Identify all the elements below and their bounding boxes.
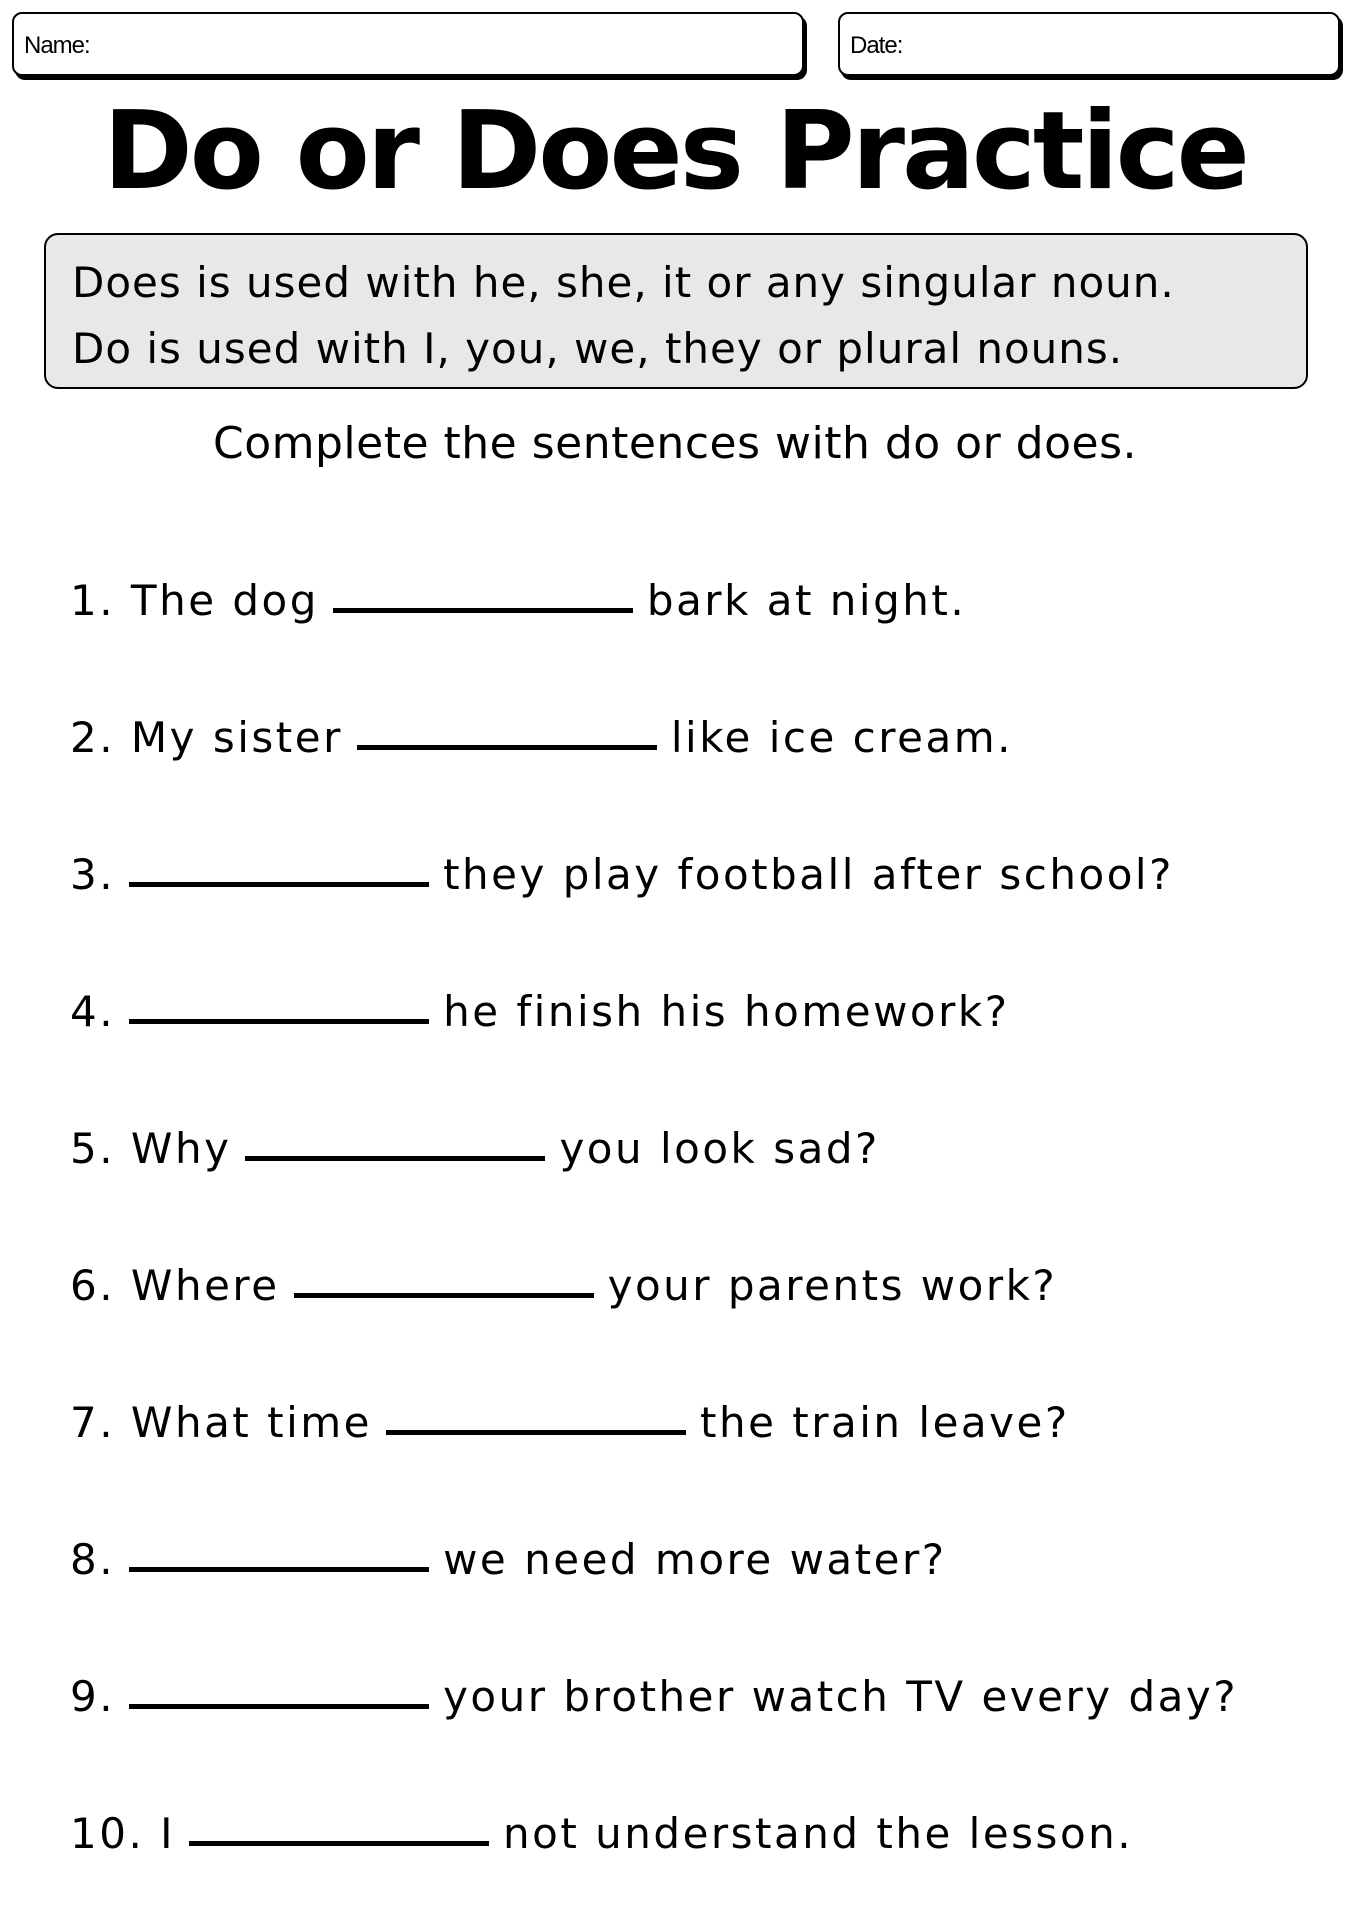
- rule-does: Does is used with he, she, it or any singular noun.: [72, 258, 1175, 307]
- question-suffix: bark at night.: [646, 576, 967, 625]
- date-label: Date:: [850, 32, 903, 59]
- question-2: [70, 707, 1013, 768]
- question-prefix: 10. I: [70, 1809, 176, 1858]
- rule-do: Do is used with I, you, we, they or plural nouns.: [72, 324, 1124, 373]
- question-5: [70, 1118, 880, 1179]
- answer-blank[interactable]: [129, 1664, 429, 1709]
- answer-blank[interactable]: [245, 1116, 545, 1161]
- question-1: [70, 570, 966, 631]
- grammar-rule-box: [44, 233, 1308, 389]
- answer-blank[interactable]: [386, 1390, 686, 1435]
- question-suffix: your parents work?: [607, 1261, 1058, 1310]
- name-input[interactable]: [114, 26, 790, 64]
- question-suffix: not understand the lesson.: [503, 1809, 1134, 1858]
- question-8: [70, 1529, 947, 1590]
- question-suffix: you look sad?: [559, 1124, 880, 1173]
- question-suffix: your brother watch TV every day?: [443, 1672, 1239, 1721]
- date-field[interactable]: [838, 12, 1340, 76]
- question-6: [70, 1255, 1057, 1316]
- question-prefix: 9.: [70, 1672, 116, 1721]
- answer-blank[interactable]: [294, 1253, 594, 1298]
- question-prefix: 7. What time: [70, 1398, 373, 1447]
- answer-blank[interactable]: [129, 1527, 429, 1572]
- question-suffix: we need more water?: [443, 1535, 947, 1584]
- answer-blank[interactable]: [129, 979, 429, 1024]
- date-input[interactable]: [940, 26, 1326, 64]
- name-field[interactable]: [12, 12, 804, 76]
- question-7: [70, 1392, 1070, 1453]
- question-prefix: 6. Where: [70, 1261, 280, 1310]
- answer-blank[interactable]: [333, 568, 633, 613]
- answer-blank[interactable]: [189, 1801, 489, 1846]
- question-prefix: 3.: [70, 850, 116, 899]
- answer-blank[interactable]: [129, 842, 429, 887]
- question-prefix: 2. My sister: [70, 713, 343, 762]
- question-4: [70, 981, 1010, 1042]
- question-suffix: they play football after school?: [443, 850, 1174, 899]
- instruction-text: Complete the sentences with do or does.: [213, 418, 1137, 469]
- question-3: [70, 844, 1174, 905]
- question-prefix: 4.: [70, 987, 116, 1036]
- question-prefix: 5. Why: [70, 1124, 232, 1173]
- question-prefix: 1. The dog: [70, 576, 319, 625]
- question-prefix: 8.: [70, 1535, 116, 1584]
- question-9: [70, 1666, 1238, 1727]
- question-10: [70, 1803, 1133, 1864]
- name-label: Name:: [24, 32, 90, 59]
- question-suffix: he finish his homework?: [443, 987, 1010, 1036]
- question-suffix: the train leave?: [700, 1398, 1070, 1447]
- answer-blank[interactable]: [357, 705, 657, 750]
- page-title: Do or Does Practice: [103, 89, 1247, 214]
- question-suffix: like ice cream.: [670, 713, 1013, 762]
